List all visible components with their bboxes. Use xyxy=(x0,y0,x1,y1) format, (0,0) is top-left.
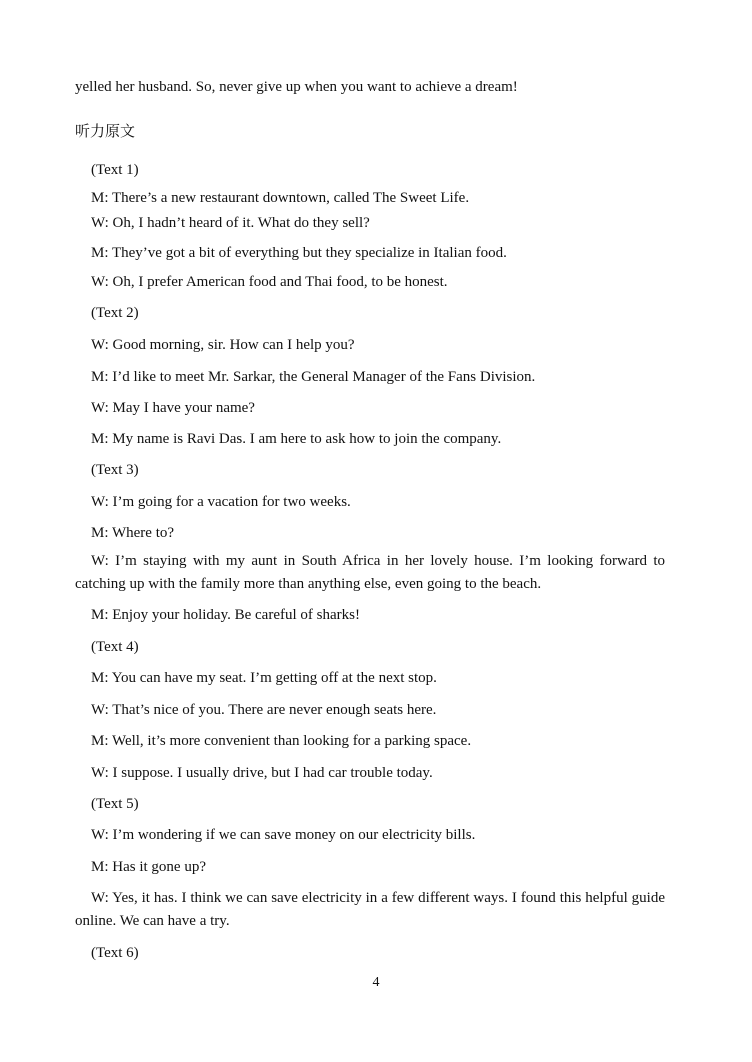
dialogue-line: M: You can have my seat. I’m getting off at the next stop. xyxy=(91,670,437,686)
text-label: (Text 2) xyxy=(91,305,139,321)
dialogue-line: M: There’s a new restaurant downtown, called The Sweet Life. xyxy=(91,190,470,206)
dialogue-line: W: Oh, I prefer American food and Thai food, to be honest. xyxy=(91,274,448,290)
story-closing-line: yelled her husband. So, never give up when you want to achieve a dream! xyxy=(75,79,518,95)
dialogue-line: W: I’m going for a vacation for two weeks. xyxy=(91,494,351,510)
dialogue-line: W: May I have your name? xyxy=(91,400,255,416)
text-label: (Text 6) xyxy=(91,945,139,961)
dialogue-line: W: Good morning, sir. How can I help you? xyxy=(91,337,355,353)
dialogue-line: M: My name is Ravi Das. I am here to ask how to join the company. xyxy=(91,431,502,447)
dialogue-line: W: I suppose. I usually drive, but I had car trouble today. xyxy=(91,765,433,781)
text-label: (Text 5) xyxy=(91,796,139,812)
dialogue-line: M: They’ve got a bit of everything but they specialize in Italian food. xyxy=(91,245,507,261)
dialogue-line-continuation: catching up with the family more than anything else, even going to the beach. xyxy=(75,576,542,592)
dialogue-line: M: Enjoy your holiday. Be careful of sharks! xyxy=(91,607,360,623)
section-heading: 听力原文 xyxy=(75,124,136,140)
dialogue-line: W: I’m staying with my aunt in South Africa in her lovely house. I’m looking forward to xyxy=(91,553,665,569)
dialogue-line: W: Oh, I hadn’t heard of it. What do they sell? xyxy=(91,215,370,231)
text-label: (Text 4) xyxy=(91,639,139,655)
text-label: (Text 1) xyxy=(91,162,139,178)
text-label: (Text 3) xyxy=(91,462,139,478)
page-number: 4 xyxy=(372,975,380,990)
dialogue-line: W: Yes, it has. I think we can save electricity in a few different ways. I found this helpful guide xyxy=(91,890,665,906)
dialogue-line-continuation: online. We can have a try. xyxy=(75,913,230,929)
dialogue-line: M: Well, it’s more convenient than looking for a parking space. xyxy=(91,733,472,749)
dialogue-line: M: I’d like to meet Mr. Sarkar, the General Manager of the Fans Division. xyxy=(91,369,536,385)
dialogue-line: M: Has it gone up? xyxy=(91,859,206,875)
dialogue-line: W: That’s nice of you. There are never enough seats here. xyxy=(91,702,437,718)
dialogue-line: M: Where to? xyxy=(91,525,175,541)
dialogue-line: W: I’m wondering if we can save money on our electricity bills. xyxy=(91,827,476,843)
